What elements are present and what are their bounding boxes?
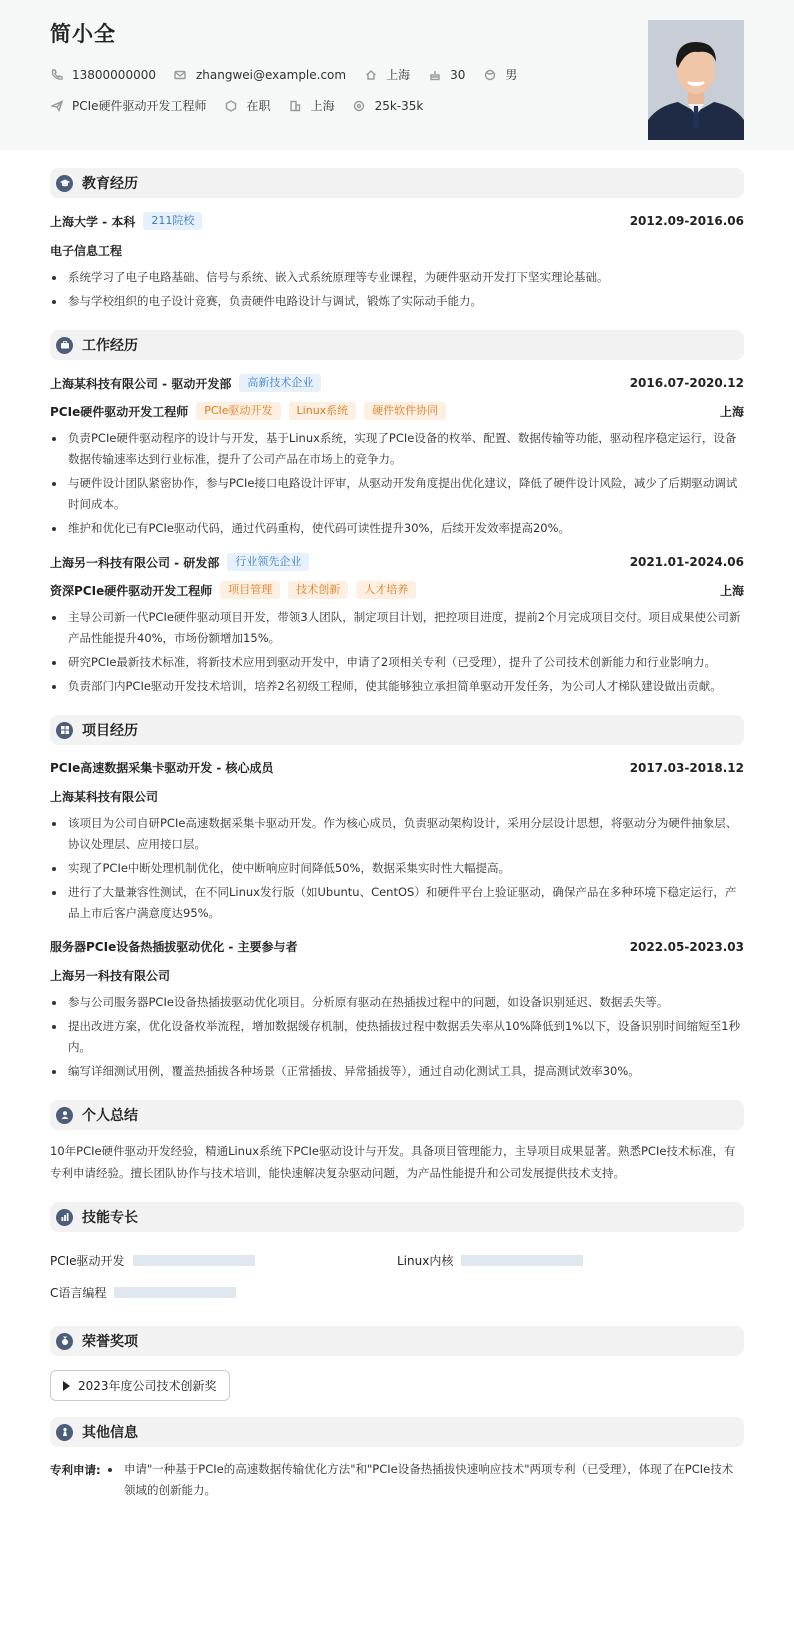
medal-icon: [56, 1333, 73, 1350]
briefcase-icon: [56, 337, 73, 354]
send-icon: [50, 99, 63, 112]
phone-icon: [50, 68, 63, 81]
job-target-text: PCIe硬件驱动开发工程师: [72, 99, 207, 113]
list-item: 维护和优化已有PCIe驱动代码，通过代码重构，使代码可读性提升30%，后续开发效率提高20%。: [50, 518, 744, 539]
list-item: 进行了大量兼容性测试，在不同Linux发行版（如Ubuntu、CentOS）和硬件平台上验证驱动，确保产品在多种环境下稳定运行，产品上市后客户满意度达95%。: [50, 882, 744, 924]
education-bullets: [50, 267, 744, 312]
major: 电子信息工程: [50, 244, 123, 258]
target-city-text: 上海: [310, 99, 335, 113]
project-2-name: 服务器PCIe设备热插拔驱动优化 - 主要参与者: [50, 940, 298, 954]
building-icon: [289, 99, 302, 112]
email-item: [174, 68, 346, 82]
list-item: 提出改进方案，优化设备枚举流程，增加数据缓存机制，使热插拔过程中数据丢失率从10%降低到1%以下，设备识别时间缩短至1秒内。: [50, 1016, 744, 1058]
project-2-company: 上海另一科技有限公司: [50, 969, 171, 983]
list-item: 申请"一种基于PCIe的高速数据传输优化方法"和"PCIe设备热插拔快速响应技术"两项专利（已受理），体现了在PCIe技术领域的创新能力。: [106, 1459, 744, 1501]
list-item: 研究PCIe最新技术标准，将新技术应用到驱动开发中，申请了2项相关专利（已受理），提升了公司技术创新能力和行业影响力。: [50, 652, 744, 673]
job-2-company: 上海另一科技有限公司 - 研发部: [50, 555, 220, 570]
status-text: 在职: [246, 99, 271, 113]
project-title: 项目经历: [82, 723, 138, 739]
salary-item: [353, 99, 424, 113]
coin-icon: [353, 99, 366, 112]
skill-bar: [114, 1287, 236, 1298]
job-target-item: [50, 97, 207, 114]
summary-section: [50, 1100, 744, 1184]
job-1-bullets: [50, 428, 744, 539]
skill-name: C语言编程: [50, 1285, 107, 1300]
profile-photo: [648, 20, 744, 140]
contact-row: [50, 66, 744, 83]
skill-item: [397, 1244, 744, 1276]
chart-icon: [56, 1209, 73, 1226]
list-item: 编写详细测试用例，覆盖热插拔各种场景（正常插拔、异常插拔等），通过自动化测试工具，提高测试效率30%。: [50, 1061, 744, 1082]
other-section: [50, 1417, 744, 1504]
job-2-position-line: [50, 581, 744, 599]
list-item: 负责部门内PCIe驱动开发技术培训，培养2名初级工程师，使其能够独立承担简单驱动开发任务，为公司人才梯队建设做出贡献。: [50, 676, 744, 697]
work-title: 工作经历: [82, 338, 138, 354]
honors-title-bar: [50, 1326, 744, 1356]
status-icon: [225, 99, 238, 112]
portrait-image: [648, 20, 744, 140]
phone-text: 13800000000: [72, 67, 156, 82]
job-2-tag: 项目管理: [220, 581, 280, 599]
project-1-bullets: [50, 813, 744, 924]
education-date: 2012.09-2016.06: [629, 214, 744, 228]
award-text: 2023年度公司技术创新奖: [78, 1379, 217, 1393]
job-intent-row: [50, 97, 744, 114]
email-text: zhangwei@example.com: [195, 67, 347, 82]
education-title-bar: [50, 168, 744, 198]
mail-icon: [174, 68, 187, 81]
list-item: 该项目为公司自研PCIe高速数据采集卡驱动开发。作为核心成员，负责驱动架构设计，采用分层设计思想，将驱动分为硬件抽象层、协议处理层、应用接口层。: [50, 813, 744, 855]
person-info-icon: [56, 1424, 73, 1441]
job-2-location: 上海: [719, 583, 744, 598]
school-tag: 211院校: [143, 212, 202, 230]
job-1-tag: PCIe驱动开发: [196, 402, 280, 420]
other-bullets: [106, 1459, 744, 1504]
job-1-company: 上海某科技有限公司 - 驱动开发部: [50, 376, 232, 391]
grid-icon: [56, 722, 73, 739]
other-title-bar: [50, 1417, 744, 1447]
skills-list: [50, 1244, 744, 1308]
work-title-bar: [50, 330, 744, 360]
graduation-cap-icon: [56, 175, 73, 192]
project-2-date: 2022.05-2023.03: [629, 939, 744, 954]
job-1-date: 2016.07-2020.12: [629, 376, 744, 390]
job-1-tag: Linux系统: [289, 402, 357, 420]
other-label: 专利申请:: [50, 1463, 101, 1477]
age-item: [428, 68, 465, 82]
age-text: 30: [450, 67, 466, 82]
skills-title-bar: [50, 1202, 744, 1232]
skill-bar: [461, 1255, 583, 1266]
job-2-company-tag: 行业领先企业: [227, 553, 309, 571]
summary-title-bar: [50, 1100, 744, 1130]
work-section: [50, 330, 744, 697]
list-item: 参与公司服务器PCIe设备热插拔驱动优化项目。分析原有驱动在热插拔过程中的问题，如设备识别延迟、数据丢失等。: [50, 992, 744, 1013]
target-city-item: [289, 97, 335, 114]
education-section: [50, 168, 744, 312]
list-item: 参与学校组织的电子设计竞赛，负责硬件电路设计与调试，锻炼了实际动手能力。: [50, 291, 744, 312]
award-item[interactable]: [50, 1370, 230, 1401]
summary-text: 10年PCIe硬件驱动开发经验，精通Linux系统下PCIe驱动设计与开发。具备项目管理能力，主导项目成果显著。熟悉PCIe技术标准，有专利申请经验。擅长团队协作与技术培训，能快速解决复杂驱动问题，为产品性能提升和公司发展提供技术支持。: [50, 1144, 736, 1180]
gender-text: 男: [505, 68, 518, 82]
list-item: 系统学习了电子电路基础、信号与系统、嵌入式系统原理等专业课程，为硬件驱动开发打下坚实理论基础。: [50, 267, 744, 288]
education-title: 教育经历: [82, 176, 138, 192]
list-item: 实现了PCIe中断处理机制优化，使中断响应时间降低50%，数据采集实时性大幅提高。: [50, 858, 744, 879]
job-2-tag: 技术创新: [288, 581, 348, 599]
summary-title: 个人总结: [82, 1108, 138, 1124]
project-2-bullets: [50, 992, 744, 1082]
job-1-tag: 硬件软件协同: [364, 402, 446, 420]
home-icon: [364, 68, 377, 81]
skill-item: [50, 1276, 397, 1308]
list-item: 负责PCIe硬件驱动程序的设计与开发，基于Linux系统，实现了PCIe设备的枚举、配置、数据传输等功能，驱动程序稳定运行，设备数据传输速率达到行业标准，提升了公司产品在市场上的竞争力。: [50, 428, 744, 470]
other-entry: [50, 1459, 744, 1504]
gender-icon: [483, 68, 496, 81]
skill-item: [50, 1244, 397, 1276]
candidate-name: 简小全: [50, 22, 116, 46]
salary-text: 25k-35k: [374, 98, 424, 113]
job-2-head: [50, 553, 744, 571]
honors-section: [50, 1326, 744, 1401]
job-2-bullets: [50, 607, 744, 697]
skills-title: 技能专长: [82, 1210, 138, 1226]
job-2-company-line: [50, 553, 309, 571]
list-item: 与硬件设计团队紧密协作，参与PCIe接口电路设计评审，从驱动开发角度提出优化建议，降低了硬件设计风险，减少了后期驱动调试时间成本。: [50, 473, 744, 515]
project-section: [50, 715, 744, 1082]
job-2-position-group: [50, 581, 416, 599]
project-title-bar: [50, 715, 744, 745]
job-2-position: 资深PCIe硬件驱动开发工程师: [50, 583, 213, 598]
cake-icon: [428, 68, 441, 81]
skill-bar: [133, 1255, 255, 1266]
play-icon: [63, 1381, 70, 1391]
user-icon: [56, 1107, 73, 1124]
school-line: [50, 212, 202, 230]
list-item: 主导公司新一代PCIe硬件驱动项目开发，带领3人团队，制定项目计划，把控项目进度，提前2个月完成项目交付。项目成果使公司新产品性能提升40%，市场份额增加15%。: [50, 607, 744, 649]
job-2-tag: 人才培养: [356, 581, 416, 599]
project-1-head: [50, 759, 744, 776]
job-2-date: 2021.01-2024.06: [629, 555, 744, 569]
school-name: 上海大学 - 本科: [50, 214, 136, 229]
project-1-name: PCIe高速数据采集卡驱动开发 - 核心成员: [50, 761, 274, 775]
project-2-head: [50, 938, 744, 955]
city-text: 上海: [386, 68, 411, 82]
job-1-location: 上海: [719, 404, 744, 419]
other-title: 其他信息: [82, 1425, 138, 1441]
job-1-position: PCIe硬件驱动开发工程师: [50, 404, 189, 419]
job-1-position-group: [50, 402, 446, 420]
skill-name: PCIe驱动开发: [50, 1253, 125, 1268]
gender-item: [483, 66, 517, 83]
project-1-company: 上海某科技有限公司: [50, 790, 159, 804]
skill-name: Linux内核: [397, 1253, 454, 1268]
resume-header: [0, 0, 794, 150]
phone-item: [50, 68, 156, 82]
job-1-head: [50, 374, 744, 392]
job-1-company-tag: 高新技术企业: [239, 374, 321, 392]
honors-title: 荣誉奖项: [82, 1334, 138, 1350]
project-1-date: 2017.03-2018.12: [629, 760, 744, 775]
status-item: [225, 97, 271, 114]
education-entry-head: [50, 212, 744, 230]
job-1-company-line: [50, 374, 321, 392]
skills-section: [50, 1202, 744, 1308]
job-1-position-line: [50, 402, 744, 420]
city-item: [364, 66, 410, 83]
